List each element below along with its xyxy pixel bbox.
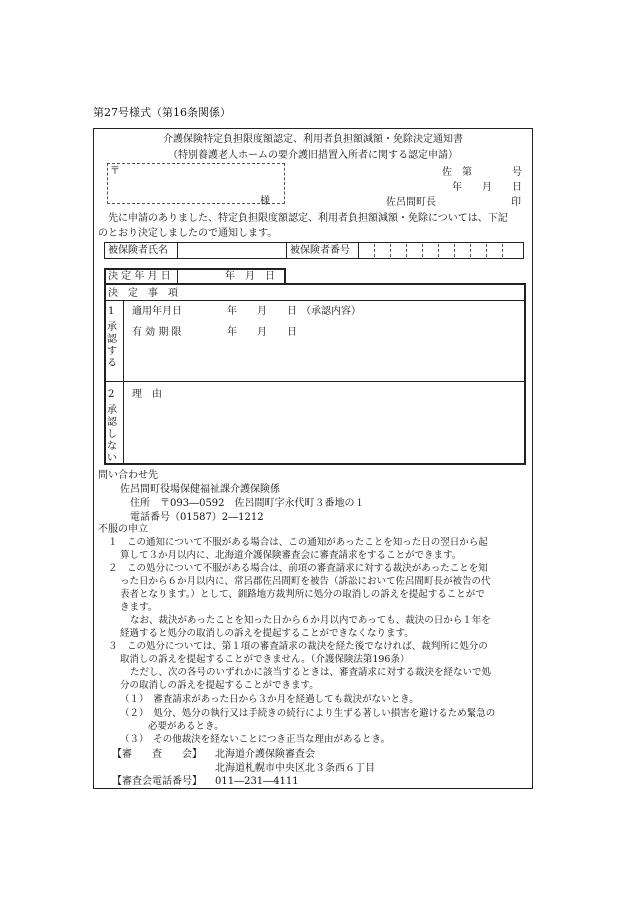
appeal-line: なお、裁決があったことを知った日から６か月以内であっても、裁決の日から１年を [130,615,491,626]
intro-line-2: のとおり決定しましたので通知します。 [98,228,278,239]
effective-date-label: 適用年月日 [132,306,182,317]
contact-office: 佐呂間町役場保健福祉課介護保険係 [120,484,280,495]
notice-title: 介護保険特定負担限度額認定、利用者負担額減額・免除決定通知書 [163,134,463,145]
validity-period-value: 年 月 日 [227,327,297,338]
appeal-line: ３ この処分については、第１項の審査請求の裁決を経た後でなければ、裁判所に処分の [108,641,488,652]
approve-number: 1 [108,306,115,317]
insured-number-label: 被保険者番号 [290,245,350,256]
decision-matters-label: 決 定 事 項 [108,288,178,299]
appeal-line: （２） 処分、処分の執行又は手続きの続行により生ずる著しい損害を避けるため緊急の [120,708,496,719]
effective-date-value: 年 月 日 [227,306,297,317]
appeal-line: （３） その他裁決を経ないことにつき正当な理由があるとき。 [120,734,391,745]
appeal-line: きます。 [120,602,158,613]
appeal-line: 必要があるとき。 [148,721,224,732]
issue-date: 年 月 日 [452,182,522,193]
approval-content-note: （承認内容） [301,306,361,317]
appeal-line: 分の取消しの訴えを提起することができます。 [120,680,319,691]
appeal-line: った日から６か月以内に、常呂郡佐呂間町を被告（訴訟において佐呂間町長が被告の代 [120,576,491,587]
appeal-line: （１） 審査請求があった日から３か月を経過しても裁決がないとき。 [120,694,419,705]
review-board-phone-label: 【審査会電話番号】 [112,776,202,787]
contact-address: 住所 〒093―0592 佐呂間町字永代町３番地の１ [130,498,365,509]
seal-mark: 印 [511,197,521,208]
appeal-line: 表者となります。）として、釧路地方裁判所に処分の取消しの訴えを提起することがで [120,589,485,600]
appeal-line: ただし、次の各号のいずれかに該当するときは、審査請求に対する裁決を経ないで処 [130,667,492,678]
form-number: 第27号様式（第16条関係） [93,106,231,119]
appeal-line: 算して３か月以内に、北海道介護保険審査会に審査請求をすることができます。 [120,550,462,561]
document-number: 佐 第 号 [442,167,522,178]
contact-phone: 電話番号（01587）2―1212 [130,512,264,523]
postal-mark: 〒 [110,166,120,177]
review-board-label: 【審 査 会】 [112,749,202,760]
mayor-title: 佐呂間町長 [386,197,436,208]
notice-subtitle: （特別養護老人ホームの要介護旧措置入所者に関する認定申請） [168,150,458,161]
address-box [107,163,285,204]
decision-date-value: 年 月 日 [225,271,275,282]
insured-name-label: 被保険者氏名 [108,245,168,256]
intro-line-1: 先に申請のありました、特定負担限度額認定、利用者負担額減額・免除については、下記 [108,213,508,224]
appeal-line: ２ この処分について不服がある場合は、前項の審査請求に対する裁決があったことを知 [108,563,488,574]
contact-heading: 問い合わせ先 [98,470,158,481]
deny-number: 2 [108,389,115,400]
review-board-phone: 011―231―4111 [215,776,299,787]
approve-vertical-label: 承認する [107,322,117,369]
decision-date-label: 決 定 年 月 日 [108,271,171,282]
validity-period-label: 有 効 期 限 [132,327,182,338]
appeal-heading: 不服の申立 [98,524,148,535]
review-board-address: 北海道札幌市中央区北３条西６丁目 [215,763,375,774]
addressee-honorific: 様 [260,196,270,207]
deny-vertical-label: 承認しない [107,405,117,464]
appeal-line: 取消しの訴えを提起することができません。（介護保険法第196条） [120,654,410,665]
appeal-line: １ この通知について不服がある場合は、この通知があったことを知った日の翌日から起 [108,537,488,548]
review-board-name: 北海道介護保険審査会 [215,749,315,760]
appeal-line: 経過すると処分の取消しの訴えを提起することができなくなります。 [120,628,414,639]
reason-label: 理 由 [132,389,162,400]
